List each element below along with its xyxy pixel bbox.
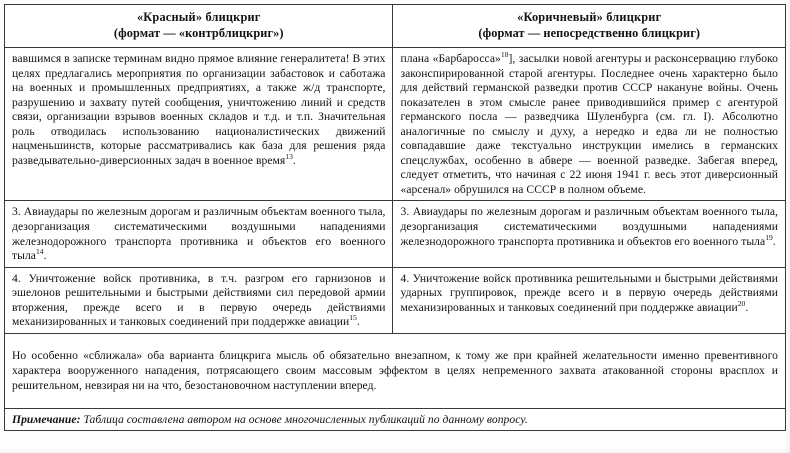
paragraph — [400, 52, 778, 197]
cell-text: 3. Авиаудары по железным дорогам и различным объектам военного тыла, дезорганизация систематическими воздушными нападениями железнодорожного транспорта противника и объектов его военного тыла — [12, 205, 386, 263]
footnote-marker: 19 — [765, 232, 773, 242]
footnote-marker: 13 — [285, 151, 293, 161]
cell-text: вавшимся в записке терминам видно прямое влияние генералитета! В этих целях предлагались мероприятия по организации забастовок и саботажа на военных и промышленных предприятиях, а также ж/д транспорте, разрушению и захвату путей сообщения, уничтожению линий и средств связи, организации взрывов военных складов и т.д. и т.п. Значительная роль отводилась использованию националистических движений нацменьшинств, которые рассматривались как база для решения ряда разведывательно-диверсионных задач в военное время — [12, 51, 386, 167]
cell-continuation-left — [5, 47, 393, 200]
header-right-line1: «Коричневый» блицкриг — [517, 10, 662, 24]
table-row — [5, 47, 786, 200]
header-right-line2: (формат — непосредственно блицкриг) — [478, 25, 701, 40]
footnote-marker: 18 — [500, 50, 509, 60]
scan-edge-bottom — [0, 448, 790, 453]
paragraph — [400, 205, 778, 249]
cell-text: 4. Уничтожение войск противника решительными и быстрыми действиями ударных группировок, прежде всего и в первую очередь действиями механизированных и танковых соединений при поддержке авиации — [400, 271, 778, 314]
cell-text: 3. Авиаудары по железным дорогам и различным объектам военного тыла, дезорганизация систематическими воздушными нападениями железнодорожного транспорта противника и объектов его военного тыла — [400, 205, 778, 248]
paragraph: Но особенно «сближала» оба варианта блицкрига мысль об обязательно внезапном, к тому же при крайней желательности именно превентивного характера вооруженного нападения, потрясающего своим массовым эффектом в целях непременного захвата атакованной стороны врасплох и решительном, невзирая ни на что, безостановочном наступлении вперед. — [12, 349, 778, 392]
cell-tail: . — [292, 153, 296, 167]
cell-summary — [5, 333, 786, 408]
footnote-marker: 20 — [737, 298, 746, 308]
cell-text: ], засылки новой агентуры и расконсервацию глубоко законспирированной старой агентуры. Последнее очень характерно было для действий германской разведки против СССР накануне войны. Очень показателен в этом смысле ранее приводившийся пример с агентурой германского посла — разведчика Шуленбурга (см. гл. I). Абсолютно аналогичные по смыслу и духу, а нередко и едва ли не полностью совпадавшие даже текстуально инструкции имелись в германских спецслужбах, особенно в абвере — военной разведке. Забегая вперед, следует отметить, что начиная с 22 июня 1941 г. весь этот диверсионный «арсенал» обрушился на СССР в полном объеме. — [400, 51, 778, 196]
note-text: Таблица составлена автором на основе многочисленных публикаций по данному вопросу. — [80, 412, 528, 426]
header-left-line1: «Красный» блицкриг — [136, 10, 261, 24]
table-summary-row — [5, 333, 786, 408]
paragraph — [12, 205, 385, 263]
cell-text: 4. Уничтожение войск противника, в т.ч. разгром его гарнизонов и эшелонов решительными и быстрыми действиями сил передовой армии вторжения, прежде всего и в первую очередь действиями механизированных и танковых соединений при поддержке авиации — [12, 271, 386, 329]
cell-tail: . — [356, 315, 360, 329]
paragraph — [12, 52, 385, 168]
header-cell-red-blitzkrieg — [5, 5, 393, 48]
cell-row3-left — [5, 201, 393, 267]
cell-row4-right — [393, 267, 786, 333]
cell-continuation-right — [393, 47, 786, 200]
cell-tail: . — [772, 234, 776, 248]
footnote-marker: 14 — [36, 247, 44, 257]
cell-tail: . — [745, 300, 749, 314]
cell-row3-right — [393, 201, 786, 267]
cell-text-before: плана «Барбаросса» — [400, 51, 501, 65]
table-row — [5, 201, 786, 267]
paragraph — [400, 272, 778, 316]
table-note-row — [5, 408, 786, 431]
footnote-marker: 15 — [349, 313, 357, 323]
table-header-row — [5, 5, 786, 48]
header-cell-brown-blitzkrieg — [393, 5, 786, 48]
cell-note — [5, 408, 786, 431]
note-label: Примечание: — [12, 412, 81, 426]
header-left-line2: (формат — «контрблицкриг») — [113, 25, 284, 40]
table-row — [5, 267, 786, 333]
cell-tail: . — [43, 249, 47, 263]
comparison-table — [4, 4, 786, 431]
cell-row4-left — [5, 267, 393, 333]
paragraph — [12, 272, 385, 330]
